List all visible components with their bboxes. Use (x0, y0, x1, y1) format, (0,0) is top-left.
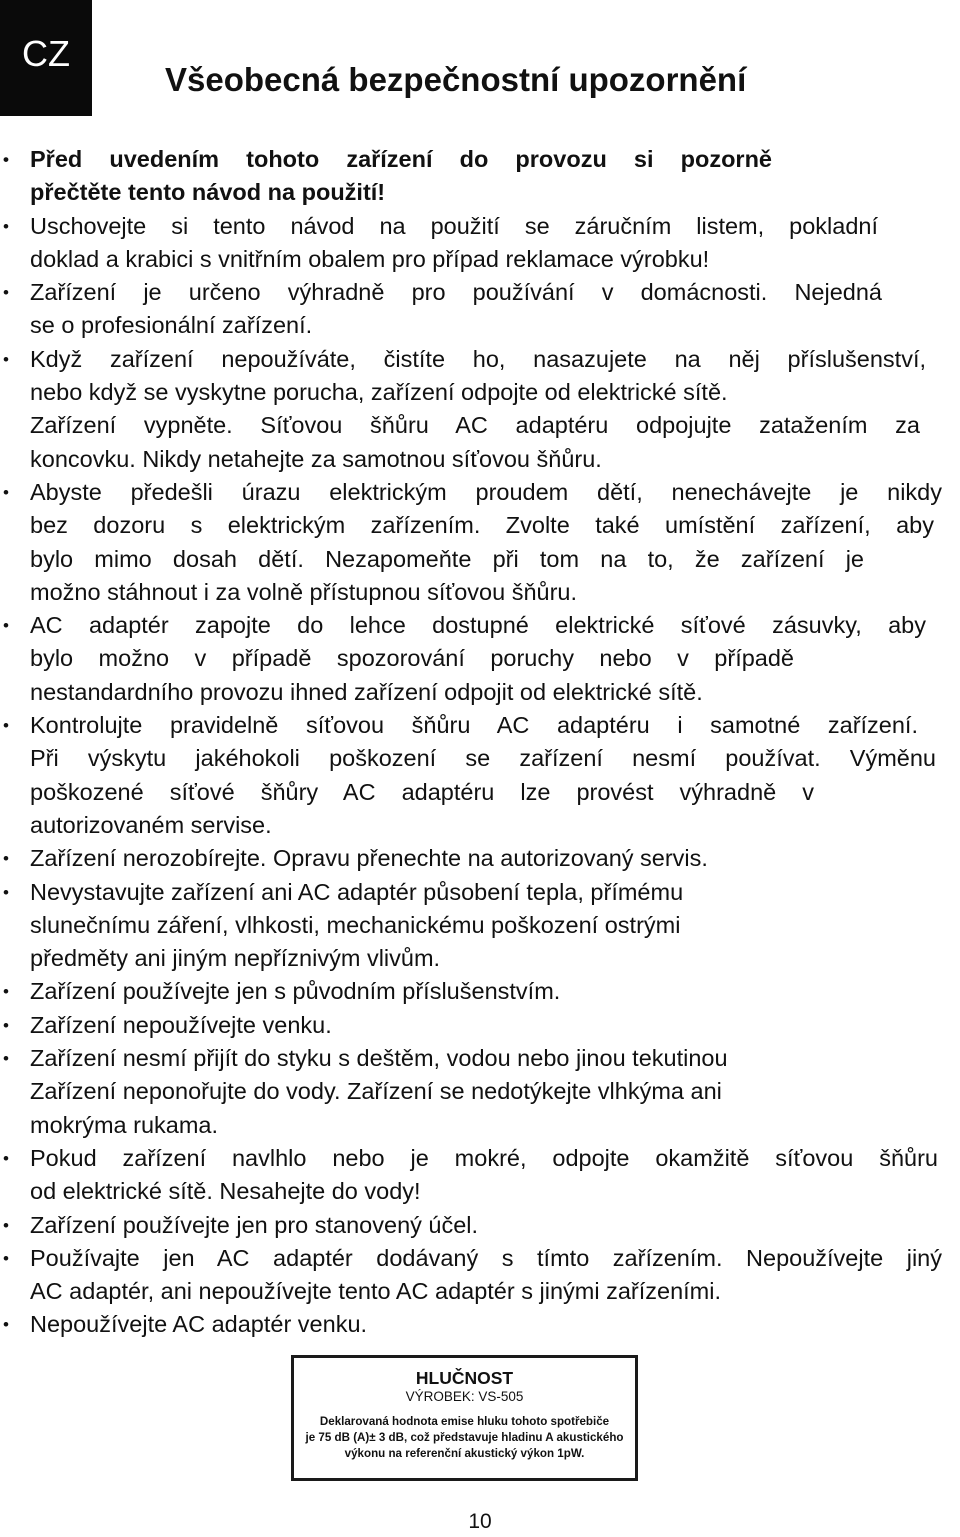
list-item-line: se o profesionální zařízení. (30, 312, 313, 339)
noise-box-title: HLUČNOST (415, 1368, 514, 1388)
list-item-line: • Zařízení používejte jen pro stanovený účel. (30, 1211, 479, 1238)
list-item-line: doklad a krabici s vnitřním obalem pro případ reklamace výrobku! (30, 245, 710, 272)
list-item-line: Při výskytu jakéhokoli poškození se zařízení nesmí používat. Výměnu (30, 745, 936, 772)
list-item-line: • Abyste předešli úrazu elektrickým proudem dětí, nenechávejte je nikdy (30, 478, 942, 505)
list-item-line: • Kontrolujte pravidelně síťovou šňůru AC adaptéru i samotné zařízení. (30, 712, 918, 739)
list-item-line: • AC adaptér zapojte do lehce dostupné elektrické síťové zásuvky, aby (30, 612, 926, 639)
list-item (0, 276, 945, 343)
list-item-line: nestandardního provozu ihned zařízení odpojit od elektrické sítě. (30, 678, 703, 705)
list-item (0, 1308, 945, 1341)
noise-box-description-line: Deklarovaná hodnota emise hluku tohoto spotřebiče (319, 1415, 610, 1428)
list-item (0, 343, 945, 476)
list-item-line: • Když zařízení nepoužíváte, čistíte ho, nasazujete na něj příslušenství, (30, 345, 926, 372)
list-item (0, 876, 945, 976)
list-item-line: bylo mimo dosah dětí. Nezapomeňte při tom na to, že zařízení je (30, 545, 864, 572)
list-item-line: • Uschovejte si tento návod na použití se záručním listem, pokladní (30, 212, 878, 239)
list-item-line: slunečnímu záření, vlhkosti, mechanickému poškození ostrými (30, 911, 681, 938)
list-item-line: od elektrické sítě. Nesahejte do vody! (30, 1178, 421, 1205)
list-item (0, 143, 945, 210)
list-item (0, 1209, 945, 1242)
list-item (0, 1142, 945, 1209)
list-item-line: možno stáhnout i za volně přístupnou síťovou šňůru. (30, 578, 578, 605)
page-title: Všeobecná bezpečnostní upozornění (165, 61, 747, 98)
list-item-line: koncovku. Nikdy netahejte za samotnou síťovou šňůru. (30, 445, 602, 472)
list-item-line: • Před uvedením tohoto zařízení do provozu si pozorně (30, 146, 772, 172)
list-item-line: mokrýma rukama. (30, 1111, 219, 1138)
list-item-line: předměty ani jiným nepříznivým vlivům. (30, 945, 441, 972)
list-item-line: nebo když se vyskytne porucha, zařízení odpojte od elektrické sítě. (30, 379, 728, 406)
list-item (0, 1242, 945, 1309)
list-item (0, 975, 945, 1008)
noise-box-product: VÝROBEK: VS-505 (405, 1389, 524, 1404)
list-item-line: • Nevystavujte zařízení ani AC adaptér působení tepla, přímému (30, 878, 684, 905)
list-item-line: • Zařízení nesmí přijít do styku s deštěm, vodou nebo jinou tekutinou (30, 1045, 728, 1072)
page-number: 10 (468, 1510, 492, 1533)
noise-box-description (294, 1414, 635, 1462)
list-item (0, 842, 945, 875)
list-item-line: přečtěte tento návod na použití! (30, 179, 386, 206)
noise-info-box (291, 1355, 638, 1481)
list-item-line: Zařízení vypněte. Síťovou šňůru AC adaptéru odpojujte zatažením za (30, 412, 920, 439)
list-item-line: • Používajte jen AC adaptér dodávaný s tímto zařízením. Nepoužívejte jiný (30, 1244, 942, 1271)
list-item-line: autorizovaném servise. (30, 811, 272, 838)
list-item-line: Zařízení neponořujte do vody. Zařízení se nedotýkejte vlhkýma ani (30, 1078, 722, 1105)
list-item (0, 210, 945, 277)
list-item-line: poškozené síťové šňůry AC adaptéru lze provést výhradně v (30, 778, 814, 805)
list-item (0, 709, 945, 842)
list-item-line: • Zařízení nerozobírejte. Opravu přenechte na autorizovaný servis. (30, 845, 708, 872)
list-item-line: • Pokud zařízení navlhlo nebo je mokré, odpojte okamžitě síťovou šňůru (30, 1144, 938, 1171)
list-item-line: bez dozoru s elektrickým zařízením. Zvolte také umístění zařízení, aby (30, 512, 934, 539)
list-item-line: • Nepoužívejte AC adaptér venku. (30, 1311, 368, 1338)
noise-box-description-line: výkonu na referenční akustický výkon 1pW. (344, 1447, 585, 1460)
list-item (0, 1042, 945, 1142)
list-item (0, 1009, 945, 1042)
noise-box-description-line: je 75 dB (A)± 3 dB, což představuje hladinu A akustického (305, 1431, 624, 1444)
list-item-line: • Zařízení je určeno výhradně pro používání v domácnosti. Nejedná (30, 279, 882, 306)
list-item (0, 609, 945, 709)
list-item-line: • Zařízení nepoužívejte venku. (30, 1011, 332, 1038)
list-item-line: • Zařízení používejte jen s původním příslušenstvím. (30, 978, 561, 1005)
list-item-line: bylo možno v případě spozorování poruchy nebo v případě (30, 645, 794, 672)
language-badge: CZ (0, 0, 92, 116)
safety-notice-list (0, 143, 945, 1342)
list-item-line: AC adaptér, ani nepoužívejte tento AC adaptér s jinými zařízeními. (30, 1278, 722, 1305)
list-item (0, 476, 945, 609)
